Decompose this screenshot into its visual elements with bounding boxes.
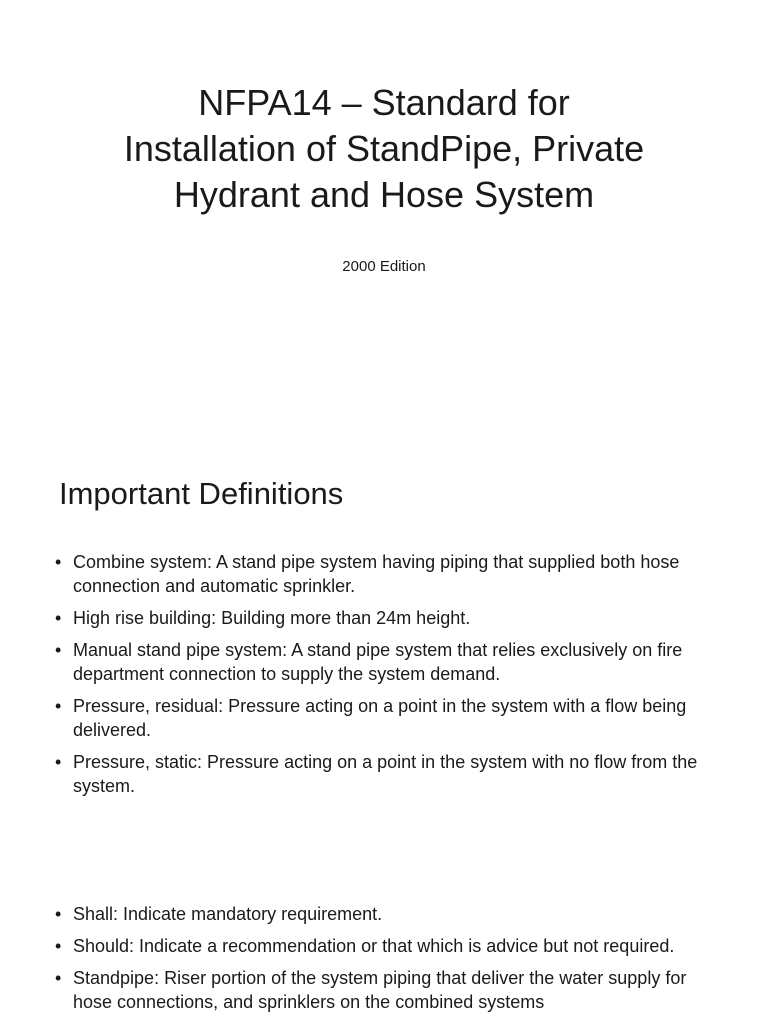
bullet-icon: • (55, 696, 62, 716)
list-item-text: Manual stand pipe system: A stand pipe system that relies exclusively on fire department connection to supply the system demand. (73, 640, 683, 684)
list-item (55, 606, 715, 630)
slide-title (40, 80, 728, 218)
list-item-text: Combine system: A stand pipe system having piping that supplied both hose connection and automatic sprinkler. (73, 552, 680, 596)
list-item-text: Pressure, static: Pressure acting on a point in the system with no flow from the system. (73, 752, 698, 796)
bullet-icon: • (55, 608, 62, 628)
title-line: NFPA14 – Standard for (198, 82, 570, 123)
slide-heading: Important Definitions (59, 476, 344, 511)
list-item-text: Shall: Indicate mandatory requirement. (73, 904, 383, 924)
list-item-text: Standpipe: Riser portion of the system piping that deliver the water supply for hose connections, and sprinklers on the combined systems (73, 968, 687, 1012)
list-item (55, 934, 715, 958)
bullet-list (55, 902, 715, 1022)
bullet-icon: • (55, 968, 62, 988)
definitions-continued-slide (0, 820, 768, 1024)
slide-subtitle: 2000 Edition (342, 258, 426, 275)
title-slide (0, 0, 768, 432)
definitions-slide (0, 436, 768, 816)
list-item-text: Pressure, residual: Pressure acting on a point in the system with a flow being delivered. (73, 696, 687, 740)
list-item (55, 902, 715, 926)
bullet-icon: • (55, 752, 62, 772)
bullet-list (55, 550, 715, 806)
bullet-icon: • (55, 552, 62, 572)
list-item-text: Should: Indicate a recommendation or that which is advice but not required. (73, 936, 675, 956)
bullet-icon: • (55, 640, 62, 660)
title-line: Hydrant and Hose System (173, 174, 595, 215)
list-item (55, 694, 715, 742)
title-line: Installation of StandPipe, Private (123, 128, 645, 169)
bullet-icon: • (55, 904, 62, 924)
list-item (55, 966, 715, 1014)
bullet-icon: • (55, 936, 62, 956)
list-item (55, 550, 715, 598)
list-item (55, 750, 715, 798)
list-item (55, 638, 715, 686)
list-item-text: High rise building: Building more than 24m height. (73, 608, 471, 628)
